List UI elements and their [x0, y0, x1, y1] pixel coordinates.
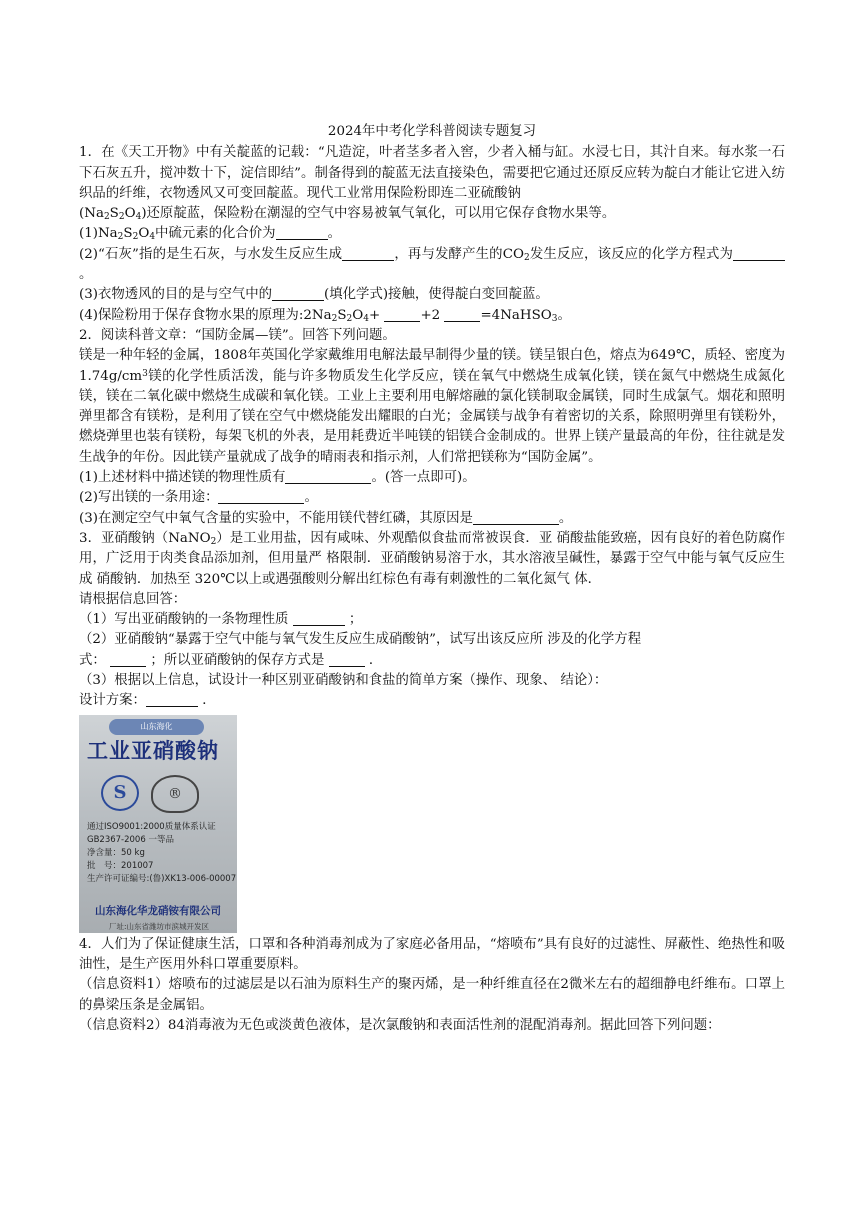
q3-design: 设计方案： ．	[79, 693, 216, 709]
q4-paragraph: 4．人们为了保证健康生活，口罩和各种消毒剂成为了家庭必备用品，“熔喷布”具有良好的过滤性、屏蔽性、绝热性和吸油性，是生产医用外科口罩重要原料。	[79, 936, 785, 972]
question-2	[79, 326, 785, 529]
q1-sub-1: $(1)Na_2S_2O_4$中硫元素的化合价为 。	[79, 226, 341, 243]
answer-blank[interactable]	[293, 611, 345, 626]
answer-blank[interactable]	[272, 286, 324, 301]
answer-blank[interactable]	[218, 489, 304, 504]
document-content	[79, 122, 785, 1036]
bag-company: 山东海化华龙硝铵有限公司	[95, 904, 221, 917]
q1-sub-4: (4)保险粉用于保存食物水果的原理为$:2Na_2S_2O_4+ +2$ =4NaHSO$_3$。	[79, 307, 571, 324]
answer-blank[interactable]	[110, 652, 146, 667]
q3-paragraph: 3．亚硝酸钠（NaNO$_2$）是工业用盐，因有咸味、外观酷似食盐而常被误食．亚 硝酸盐能致癌，因有良好的着色防腐作用，广泛用于肉类食品添加剂，但用量严 格限制．亚硝酸钠易溶于水，其水溶液呈碱性，暴露于空气中能与氧气反应生成 硝酸钠．加热至 320℃以上或遇强酸则分解出红棕色有毒有刺激性的二氧化氮气 体．	[79, 530, 785, 587]
q3-prompt: 请根据信息回答：	[79, 591, 187, 607]
q4-info-1: （信息资料1）熔喷布的过滤层是以石油为原料生产的聚丙烯，是一种纤维直径在2微米左右的超细静电纤维布。口罩上的鼻梁压条是金属铝。	[79, 977, 785, 1013]
q3-sub-2: （2）亚硝酸钠“暴露于空气中能与氧气发生反应生成硝酸钠”，试写出该反应所 涉及的化学方程	[79, 632, 642, 648]
q2-sub-2: (2)写出镁的一条用途： 。	[79, 490, 318, 506]
answer-blank[interactable]	[285, 469, 371, 484]
answer-blank[interactable]	[733, 246, 785, 261]
question-1	[79, 143, 785, 326]
question-4	[79, 935, 785, 1036]
q3-sub-1: （1）写出亚硝酸钠的一条物理性质 ；	[79, 612, 363, 628]
bag-brand-logo: 山东海化	[109, 719, 204, 735]
q2-intro: 2．阅读科普文章：“国防金属—镁”。回答下列问题。	[79, 327, 396, 343]
q3-sub-3: （3）根据以上信息，试设计一种区别亚硝酸钠和食盐的简单方案（操作、现象、 结论）：	[79, 673, 608, 689]
q2-paragraph: 镁是一种年轻的金属，1808年英国化学家戴维用电解法最早制得少量的镁。镁呈银白色，熔点为649℃，质轻、密度为$1.74g/cm^3$镁的化学性质活泼，能与许多物质发生化学反应，镁在氧气中燃烧生成氧化镁，镁在氮气中燃烧生成氮化镁，镁在二氧化碳中燃烧生成碳和氧化镁。工业上主要利用电解熔融的氯化镁制取金属镁，同时生成氯气。烟花和照明弹里都含有镁粉，是利用了镁在空气中燃烧能发出耀眼的白光；金属镁与战争有着密切的关系，除照明弹里有镁粉外，燃烧弹里也装有镁粉，每架飞机的外表，是用耗费近半吨镁的铝镁合金制成的。世界上镁产量最高的年份，往往就是发生战争的年份。因此镁产量就成了战争的晴雨表和指示剂，人们常把镁称为“国防金属”。	[79, 348, 785, 465]
bag-product-name: 工业亚硝酸钠	[87, 738, 219, 763]
answer-blank[interactable]	[342, 246, 394, 261]
answer-blank[interactable]	[384, 307, 420, 322]
q2-sub-3: (3)在测定空气中氧气含量的实验中，不能用镁代替红磷，其原因是 。	[79, 510, 573, 526]
answer-blank[interactable]	[473, 510, 559, 525]
q4-info-2: （信息资料2）84消毒液为无色或淡黄色液体，是次氯酸钠和表面活性剂的混配消毒剂。据此回答下列问题：	[79, 1017, 721, 1033]
answer-blank[interactable]	[276, 225, 328, 240]
q1-paragraph-cont: $(Na_2S_2O_4)$还原靛蓝，保险粉在潮湿的空气中容易被氧气氧化，可以用它保存食物水果等。	[79, 206, 616, 223]
sodium-nitrite-bag-photo	[79, 715, 237, 933]
page-title: 2024年中考化学科普阅读专题复习	[327, 124, 537, 139]
q1-paragraph: 1．在《天工开物》中有关靛蓝的记载：“凡造淀，叶者茎多者入窖，少者入桶与缸。水浸七日，其汁自来。每水浆一石下石灰五升，搅冲数十下，淀信即结”。制备得到的靛蓝无法直接染色，需要把它通过还原反应转为靛白才能让它进入纺织品的纤维，衣物透风又可变回靛蓝。现代工业常用保险粉即连二亚硫酸钠	[79, 145, 785, 201]
bag-address: 厂址:山东省潍坊市滨城开发区	[108, 921, 210, 931]
question-3	[79, 529, 785, 933]
bag-info: 通过ISO9001:2000质量体系认证 GB2367-2006 一等品 净含量：50 kg 批 号：201007 生产许可证编号:(鲁)XK13-006-00007	[87, 821, 237, 884]
answer-blank[interactable]	[444, 307, 480, 322]
trademark-icon: ®	[151, 775, 199, 813]
q2-sub-1: (1)上述材料中描述镁的物理性质有 。(答一点即可)。	[79, 470, 476, 486]
answer-blank[interactable]	[329, 652, 365, 667]
q3-sub-2-cont: 式： ；所以亚硝酸钠的保存方式是 ．	[79, 652, 383, 668]
q1-sub-2: (2)“石灰”指的是生石灰，与水发生反应生成 ，再与发酵产生的$CO_2$发生反应，该反应的化学方程式为。	[79, 245, 785, 286]
answer-blank[interactable]	[146, 692, 198, 707]
quality-mark-icon: S	[101, 775, 139, 811]
q1-sub-3: (3)衣物透风的目的是与空气中的 (填化学式)接触，使得靛白变回靛蓝。	[79, 287, 549, 303]
